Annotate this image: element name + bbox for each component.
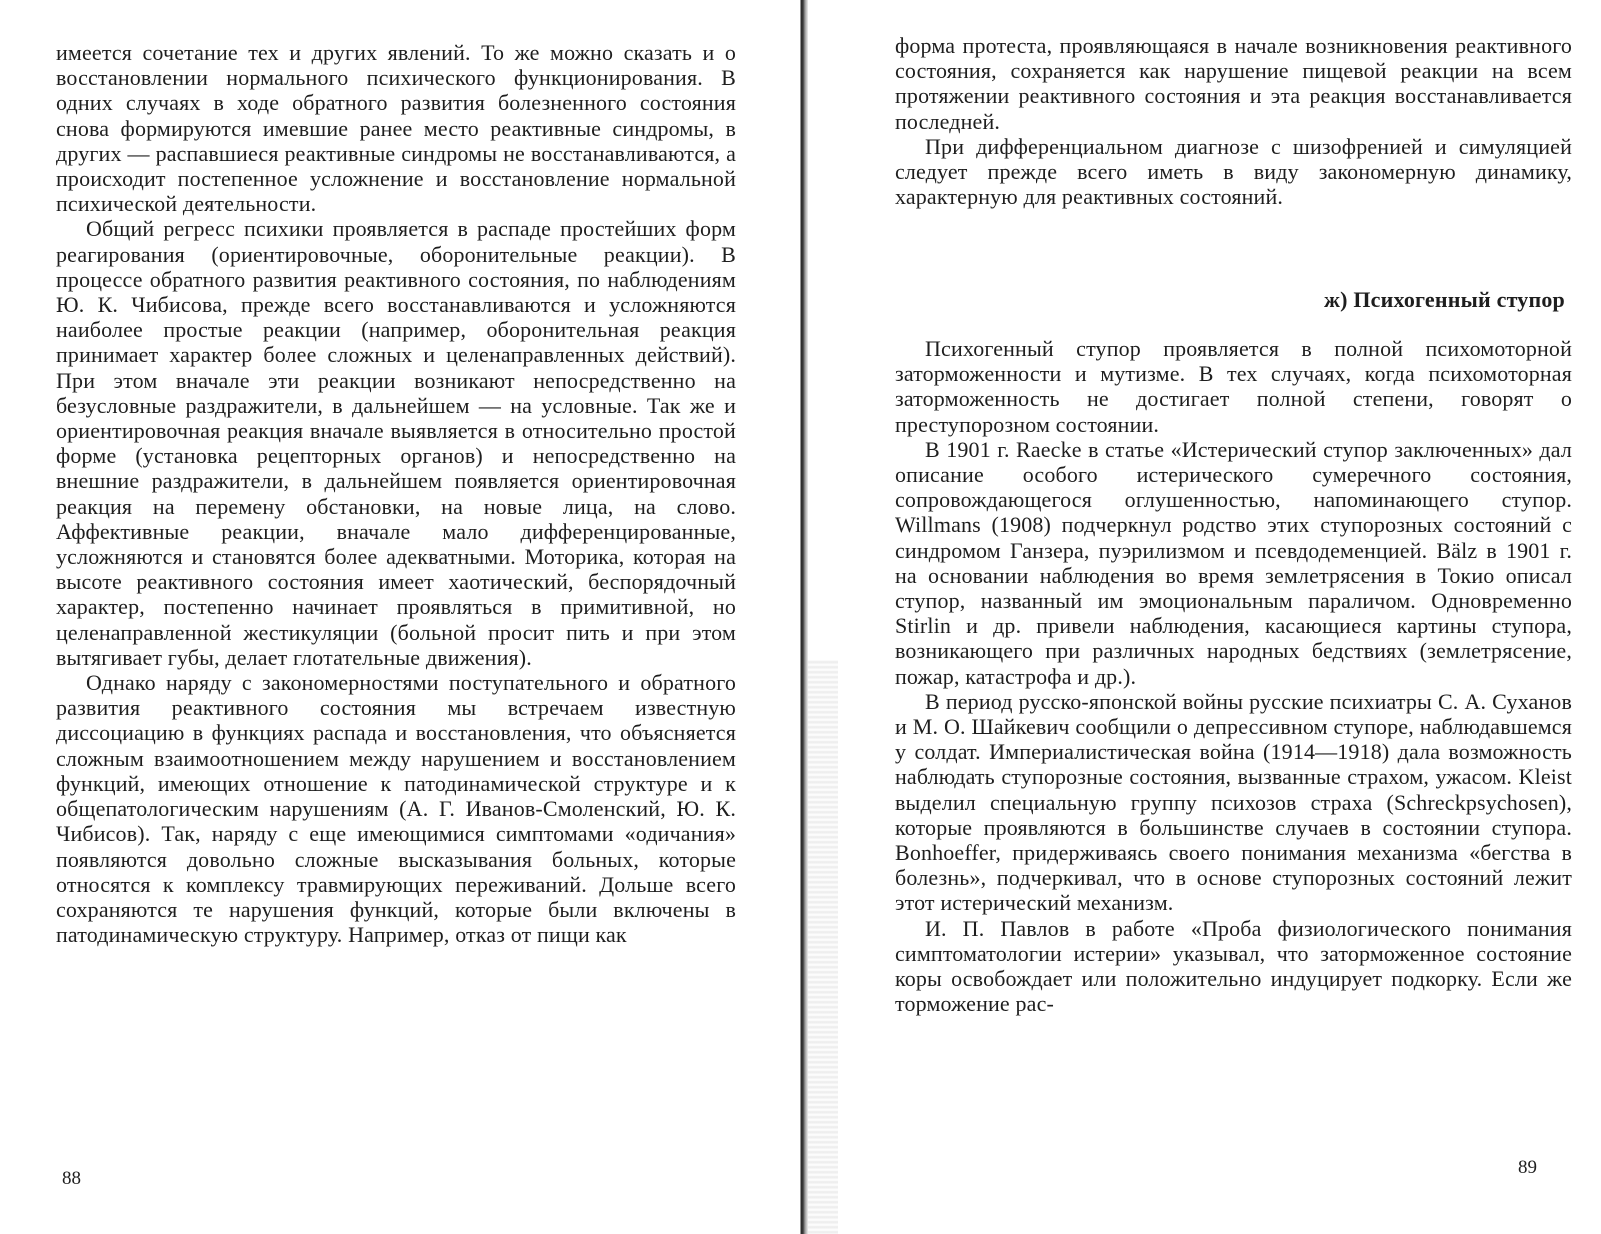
left-page [0,0,800,1234]
paragraph: форма протеста, проявляющаяся в начале возникновения реактивного состояния, сохраняется как нарушение пищевой реакции на всем протяжении реактивного состояния и эта реакция восстанавливается последней. [895,33,1572,134]
page-number-left: 88 [62,1168,81,1189]
paragraph: В период русско-японской войны русские психиатры С. А. Суханов и М. О. Шайкевич сообщили о депрессивном ступоре, наблюдавшемся у солдат. Империалистическая война (1914—1918) дала возможность наблюдать ступорозные состояния, вызванные страхом, ужасом. Kleist выделил специальную группу психозов страха (Schreckpsychosen), которые проявляются в большинстве случаев в состоянии ступора. Bonhoeffer, придерживаясь своего понимания механизма «бегства в болезнь», подчеркивал, что в основе ступорозных состояний лежит этот истерический механизм. [895,688,1572,916]
paragraph: В 1901 г. Raecke в статье «Истерический ступор заключенных» дал описание особого истерического сумеречного состояния, сопровождающегося оглушенностью, напоминающего ступор. Willmans (1908) подчеркнул родство этих ступорозных состояний с синдромом Ганзера, пуэрилизмом и псевдодеменцией. Bälz в 1901 г. на основании наблюдения во время землетрясения в Токио описал ступор, названный им эмоциональным параличом. Одновременно Stirlin и др. привели наблюдения, касающиеся картины ступора, возникающего при различных народных бедствиях (землетрясение, пожар, катастрофа и др.). [895,436,1572,689]
book-gutter [800,0,808,1234]
paragraph: При дифференциальном диагнозе с шизофренией и симуляцией следует прежде всего иметь в виду закономерную динамику, характерную для реактивных состояний. [895,133,1572,210]
page-number-right: 89 [1518,1157,1537,1178]
left-page-text [56,40,736,947]
section-heading: ж) Психогенный ступор [1323,287,1565,312]
paragraph: Однако наряду с закономерностями поступательного и обратного развития реактивного состояния мы встречаем известную диссоциацию в функциях распада и восстановления, что объясняется сложным взаимоотношением между нарушением и восстановлением функций, имеющих отношение к патодинамической структуре и к общепатологическим нарушениям (А. Г. Иванов-Смоленский, Ю. К. Чибисов). Так, наряду с еще имеющимися симптомами «одичания» появляются довольно сложные высказывания больных, которые относятся к комплексу травмирующих переживаний. Дольше всего сохраняются те нарушения функций, которые были включены в патодинамическую структуру. Например, отказ от пищи как [56,670,736,948]
right-page-top-text [895,33,1572,209]
right-page [808,0,1601,1234]
paragraph: Общий регресс психики проявляется в распаде простейших форм реагирования (ориентировочные, оборонительные реакции). В процессе обратного развития реактивного состояния, по наблюдениям Ю. К. Чибисова, прежде всего восстанавливаются и усложняются наиболее простые реакции (например, оборонительная реакция принимает характер более сложных и целенаправленных действий). При этом вначале эти реакции возникают непосредственно на безусловные раздражители, в дальнейшем — на условные. Так же и ориентировочная реакция вначале выявляется в относительно простой форме (установка рецепторных органов) и непосредственно на внешние раздражители, в дальнейшем появляется ориентировочная реакция на перемену обстановки, на новые лица, на слово. Аффективные реакции, вначале мало дифференцированные, усложняются и становятся более адекватными. Моторика, которая на высоте реактивного состояния имеет хаотический, беспорядочный характер, постепенно начинает проявляться в примитивной, но целенаправленной жестикуляции (больной просит пить и при этом вытягивает губы, делает глотательные движения). [56,216,736,670]
paragraph: имеется сочетание тех и других явлений. То же можно сказать и о восстановлении нормального психического функционирования. В одних случаях в ходе обратного развития болезненного состояния снова формируются имевшие ранее место реактивные синдромы, в других — распавшиеся реактивные синдромы не восстанавливаются, а происходит постепенное усложнение и восстановление нормальной психической деятельности. [56,40,736,217]
paragraph: И. П. Павлов в работе «Проба физиологического понимания симптоматологии истерии» указывал, что заторможенное состояние коры освобождает или положительно индуцирует подкорку. Если же торможение рас- [895,915,1572,1017]
right-page-bottom-text [895,336,1572,1016]
paragraph: Психогенный ступор проявляется в полной психомоторной заторможенности и мутизме. В тех случаях, когда психомоторная заторможенность не достигает полной степени, говорят о преступорозном состоянии. [895,336,1572,437]
